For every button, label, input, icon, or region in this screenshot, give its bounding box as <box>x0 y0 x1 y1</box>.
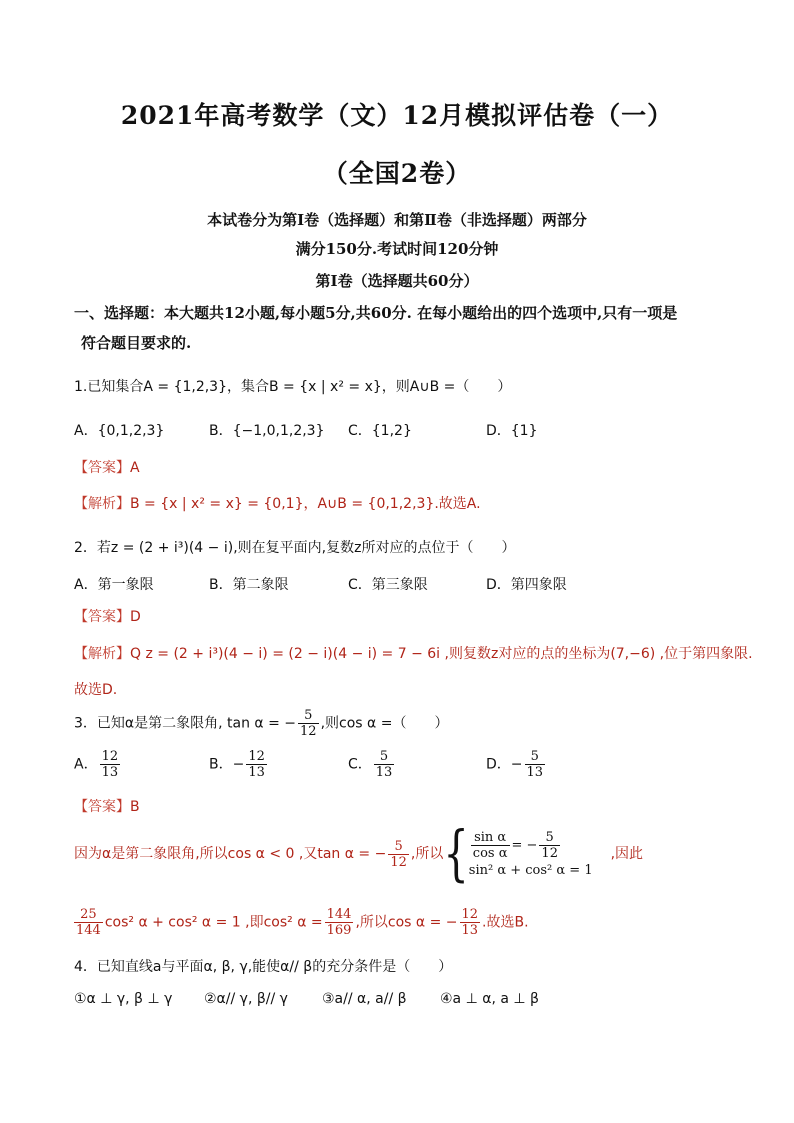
system-eq2: sin² α + cos² α = 1 <box>468 863 593 878</box>
denominator: 13 <box>375 765 393 780</box>
q2-option-c: C．第三象限 <box>348 577 428 593</box>
section-instructions-line2: 符合题目要求的. <box>81 334 192 352</box>
q4-option-1: ①α ⊥ γ, β ⊥ γ <box>74 991 173 1007</box>
q2-analysis-cont: 故选D. <box>74 682 118 698</box>
option-sign: − <box>232 756 245 773</box>
section-instructions-line1: 一、选择题：本大题共12小题,每小题5分,共60分. 在每小题给出的四个选项中,只有一项是 <box>74 304 678 322</box>
q1-option-d: D．{1} <box>486 423 538 439</box>
analysis-text: Q z = (2 + i³)(4 − i) = (2 − i)(4 − i) = 7 − 6i ,则复数z对应的点的坐标为(7,−6) ,位于第四象限. <box>130 646 753 662</box>
denominator: 13 <box>248 765 265 780</box>
analysis-tag: 【解析】 <box>74 496 130 512</box>
denominator: 12 <box>390 854 407 870</box>
answer-value: D <box>130 609 141 625</box>
explanation-text: ,所以 <box>410 846 444 862</box>
numerator: 12 <box>461 907 479 922</box>
q3-option-c <box>348 749 396 780</box>
answer-value: B <box>130 799 140 815</box>
option-label: D． <box>486 756 511 773</box>
fraction <box>100 749 121 780</box>
denominator: 13 <box>461 923 479 938</box>
numerator: 5 <box>539 830 560 846</box>
denominator: 12 <box>541 846 558 861</box>
q3-stem-post: ,则cos α =（ ） <box>320 715 449 732</box>
q3-option-a <box>74 749 122 780</box>
q2-option-d: D．第四象限 <box>486 577 567 593</box>
answer-tag: 【答案】 <box>74 460 130 476</box>
q3-option-b <box>209 749 269 780</box>
q1-analysis <box>74 493 481 513</box>
fraction <box>298 708 319 739</box>
answer-tag: 【答案】 <box>74 609 130 625</box>
explanation-text: ,所以cos α = − <box>355 914 458 931</box>
q2-analysis <box>74 643 753 663</box>
numerator: 5 <box>298 708 319 724</box>
exam-structure-note: 本试卷分为第Ⅰ卷（选择题）和第Ⅱ卷（非选择题）两部分 <box>207 211 587 229</box>
denominator: cos α <box>472 846 508 861</box>
explanation-text: 因为α是第二象限角,所以cos α < 0 ,又tan α = − <box>74 846 387 862</box>
equation-system <box>469 830 593 878</box>
denominator: 13 <box>101 765 119 780</box>
q4-option-2: ②α// γ, β// γ <box>204 991 288 1007</box>
fraction <box>74 907 103 938</box>
fraction <box>246 749 267 780</box>
denominator: 13 <box>526 765 544 780</box>
part-one-heading: 第Ⅰ卷（选择题共60分） <box>315 272 479 290</box>
section-instructions <box>74 298 734 358</box>
q3-stem <box>74 708 448 739</box>
denominator: 12 <box>300 724 317 739</box>
q4-stem: 4．已知直线a与平面α, β, γ,能使α// β的充分条件是（ ） <box>74 959 453 975</box>
q1-option-b: B．{−1,0,1,2,3} <box>209 423 325 439</box>
fraction <box>374 749 395 780</box>
fraction <box>525 749 546 780</box>
numerator: 12 <box>101 749 119 764</box>
numerator: 5 <box>525 749 546 765</box>
q1-stem: 1.已知集合A = {1,2,3}，集合B = {x | x² = x}，则A∪B =（ ） <box>74 379 512 395</box>
numerator: sin α <box>471 830 510 846</box>
numerator: 5 <box>388 839 409 855</box>
q3-explanation-line1 <box>74 819 644 889</box>
analysis-tag: 【解析】 <box>74 646 130 662</box>
numerator: 12 <box>248 749 265 764</box>
q3-stem-pre: 3．已知α是第二象限角, tan α = − <box>74 715 297 732</box>
exam-subtitle: （全国2卷） <box>322 159 472 188</box>
option-label: C． <box>348 756 372 773</box>
option-sign: − <box>510 756 523 773</box>
q2-option-a: A．第一象限 <box>74 577 154 593</box>
q2-answer <box>74 606 141 626</box>
exam-score-time: 满分150分.考试时间120分钟 <box>295 240 499 258</box>
q1-option-a: A．{0,1,2,3} <box>74 423 165 439</box>
denominator: 169 <box>326 923 352 938</box>
numerator: 25 <box>74 907 103 923</box>
q3-explanation-line2 <box>74 907 529 938</box>
q1-option-c: C．{1,2} <box>348 423 412 439</box>
q1-answer <box>74 457 140 477</box>
fraction <box>325 907 354 938</box>
numerator: 5 <box>374 749 395 765</box>
answer-tag: 【答案】 <box>74 799 130 815</box>
exam-title: 2021年高考数学（文）12月模拟评估卷（一） <box>120 101 674 130</box>
numerator: 144 <box>326 907 352 922</box>
eq-rhs: = − <box>511 838 538 853</box>
q4-option-3: ③a// α, a// β <box>322 991 407 1007</box>
explanation-text: .故选B. <box>482 914 529 931</box>
option-label: B． <box>209 756 233 773</box>
q3-answer <box>74 796 140 816</box>
system-eq1 <box>469 830 593 861</box>
fraction <box>539 830 560 861</box>
explanation-text: ,因此 <box>610 846 644 862</box>
fraction <box>460 907 481 938</box>
explanation-text: cos² α + cos² α = 1 ,即cos² α = <box>104 914 323 931</box>
left-brace: { <box>443 819 469 889</box>
denominator: 144 <box>76 923 101 938</box>
q3-option-d <box>486 749 547 780</box>
q2-option-b: B．第二象限 <box>209 577 289 593</box>
option-label: A． <box>74 756 98 773</box>
fraction <box>471 830 510 861</box>
fraction <box>388 839 409 870</box>
answer-value: A <box>130 460 140 476</box>
q2-stem: 2．若z = (2 + i³)(4 − i),则在复平面内,复数z所对应的点位于（ ） <box>74 540 516 556</box>
q4-option-4: ④a ⊥ α, a ⊥ β <box>440 991 539 1007</box>
analysis-text: B = {x | x² = x} = {0,1}，A∪B = {0,1,2,3}.故选A. <box>130 496 481 512</box>
